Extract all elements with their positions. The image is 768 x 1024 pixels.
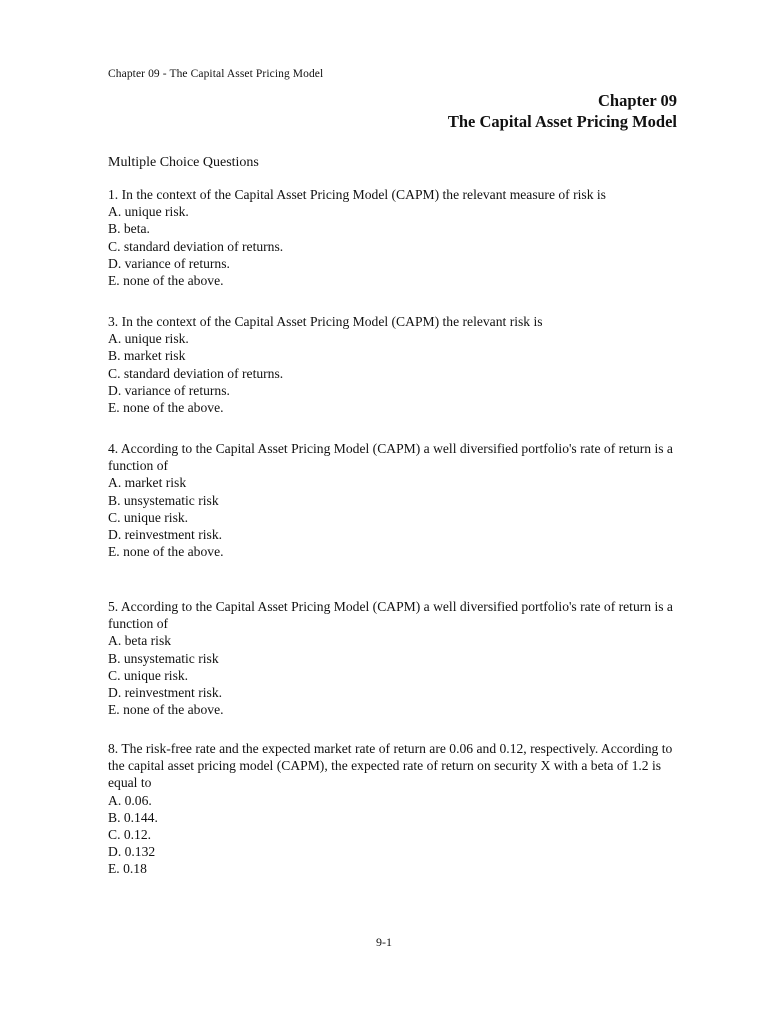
answer-option-b: B. market risk	[108, 348, 186, 364]
question-stem: 4. According to the Capital Asset Pricing Model (CAPM) a well diversified portfolio's rate of return is a function of	[108, 441, 673, 474]
answer-option-b: B. 0.144.	[108, 809, 158, 825]
answer-option-a: A. 0.06.	[108, 792, 152, 808]
answer-option-b: B. unsystematic risk	[108, 650, 219, 666]
chapter-title: The Capital Asset Pricing Model	[447, 112, 677, 131]
answer-option-e: E. 0.18	[108, 861, 147, 877]
running-header: Chapter 09 - The Capital Asset Pricing Model	[108, 68, 324, 80]
answer-option-e: E. none of the above.	[108, 273, 224, 289]
question-1	[108, 186, 688, 289]
answer-option-b: B. beta.	[108, 221, 150, 237]
question-stem: 8. The risk-free rate and the expected market rate of return are 0.06 and 0.12, respectively. According to the capital asset pricing model (CAPM), the expected rate of return on security X with a beta of 1.2 is equal to	[108, 741, 673, 791]
question-5	[108, 598, 688, 718]
answer-option-d: D. variance of returns.	[108, 382, 230, 398]
chapter-title-block	[448, 90, 677, 132]
answer-option-e: E. none of the above.	[108, 544, 224, 560]
section-heading: Multiple Choice Questions	[108, 155, 259, 170]
answer-option-d: D. variance of returns.	[108, 255, 230, 271]
question-8	[108, 740, 688, 878]
answer-option-a: A. beta risk	[108, 633, 172, 649]
answer-option-d: D. reinvestment risk.	[108, 685, 223, 701]
question-3	[108, 313, 688, 416]
answer-option-b: B. unsystematic risk	[108, 492, 219, 508]
answer-option-a: A. unique risk.	[108, 204, 189, 220]
answer-option-c: C. standard deviation of returns.	[108, 238, 284, 254]
question-4	[108, 440, 688, 560]
answer-option-e: E. none of the above.	[108, 702, 224, 718]
answer-option-c: C. standard deviation of returns.	[108, 365, 284, 381]
answer-option-c: C. unique risk.	[108, 509, 189, 525]
page-number: 9-1	[376, 935, 392, 949]
question-stem: 5. According to the Capital Asset Pricing Model (CAPM) a well diversified portfolio's rate of return is a function of	[108, 599, 673, 632]
answer-option-a: A. unique risk.	[108, 331, 189, 347]
chapter-number: Chapter 09	[598, 91, 677, 110]
answer-option-c: C. unique risk.	[108, 667, 189, 683]
answer-option-d: D. 0.132	[108, 844, 156, 860]
question-stem: 1. In the context of the Capital Asset Pricing Model (CAPM) the relevant measure of risk is	[108, 187, 606, 202]
answer-option-c: C. 0.12.	[108, 827, 152, 843]
question-stem: 3. In the context of the Capital Asset Pricing Model (CAPM) the relevant risk is	[108, 314, 543, 329]
answer-option-e: E. none of the above.	[108, 400, 224, 416]
answer-option-a: A. market risk	[108, 475, 187, 491]
answer-option-d: D. reinvestment risk.	[108, 527, 223, 543]
